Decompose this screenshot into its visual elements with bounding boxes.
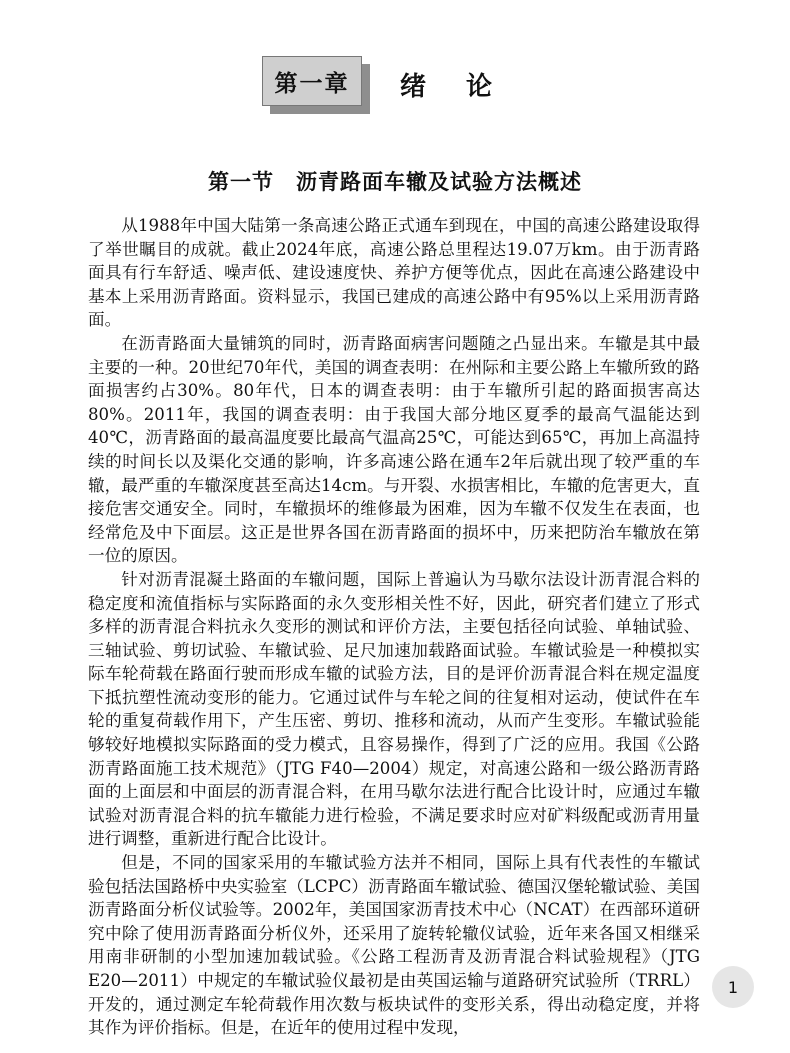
chapter-title: 绪论 [400, 72, 533, 102]
paragraph: 但是，不同的国家采用的车辙试验方法并不相同，国际上具有代表性的车辙试验包括法国路桥中央实验室（LCPC）沥青路面车辙试验、德国汉堡轮辙试验、美国沥青路面分析仪试验等。2002年，美国国家沥青技术中心（NCAT）在西部环道研究中除了使用沥青路面分析仪外，还采用了旋转轮辙仪试验，近年来各国又相继采用南非研制的小型加速加载试验。《公路工程沥青及沥青混合料试验规程》（JTG E20—2011）中规定的车辙试验仪最初是由英国运输与道路研究试验所（TRRL）开发的，通过测定车轮荷载作用次数与板块试件的变形关系，得出动稳定度，并将其作为评价指标。但是，在近年的使用过程中发现， [88, 853, 700, 1038]
chapter-label: 第一章 [262, 56, 362, 106]
paragraph: 从1988年中国大陆第一条高速公路正式通车到现在，中国的高速公路建设取得了举世瞩目的成就。截止2024年底，高速公路总里程达19.07万km。由于沥青路面具有行车舒适、噪声低、建设速度快、养护方便等优点，因此在高速公路建设中基本上采用沥青路面。资料显示，我国已建成的高速公路中有95%以上采用沥青路面。 [88, 216, 700, 330]
section-title: 第一节 沥青路面车辙及试验方法概述 [208, 169, 582, 194]
chapter-header [262, 56, 542, 118]
paragraph: 针对沥青混凝土路面的车辙问题，国际上普遍认为马歇尔法设计沥青混合料的稳定度和流值指标与实际路面的永久变形相关性不好，因此，研究者们建立了形式多样的沥青混合料抗永久变形的测试和评价方法，主要包括径向试验、单轴试验、三轴试验、剪切试验、车辙试验、足尺加速加载路面试验。车辙试验是一种模拟实际车轮荷载在路面行驶而形成车辙的试验方法，目的是评价沥青混合料在规定温度下抵抗塑性流动变形的能力。它通过试件与车轮之间的往复相对运动，使试件在车轮的重复荷载作用下，产生压密、剪切、推移和流动，从而产生变形。车辙试验能够较好地模拟实际路面的受力模式，且容易操作，得到了广泛的应用。我国《公路沥青路面施工技术规范》（JTG F40—2004）规定，对高速公路和一级公路沥青路面的上面层和中面层的沥青混合料，在用马歇尔法进行配合比设计时，应通过车辙试验对沥青混合料的抗车辙能力进行检验，不满足要求时应对矿料级配或沥青用量进行调整，重新进行配合比设计。 [88, 569, 700, 849]
page-number: 1 [712, 966, 754, 1008]
paragraph: 在沥青路面大量铺筑的同时，沥青路面病害问题随之凸显出来。车辙是其中最主要的一种。20世纪70年代，美国的调查表明：在州际和主要公路上车辙所致的路面损害约占30%。80年代，日本的调查表明：由于车辙所引起的路面损害高达80%。2011年，我国的调查表明：由于我国大部分地区夏季的最高气温能达到40℃，沥青路面的最高温度要比最高气温高25℃，可能达到65℃，再加上高温持续的时间长以及渠化交通的影响，许多高速公路在通车2年后就出现了较严重的车辙，最严重的车辙深度甚至高达14cm。与开裂、水损害相比，车辙的危害更大，直接危害交通安全。同时，车辙损坏的维修最为困难，因为车辙不仅发生在表面，也经常危及中下面层。这正是世界各国在沥青路面的损坏中，历来把防治车辙放在第一位的原因。 [88, 333, 700, 566]
body-text [88, 214, 700, 1040]
